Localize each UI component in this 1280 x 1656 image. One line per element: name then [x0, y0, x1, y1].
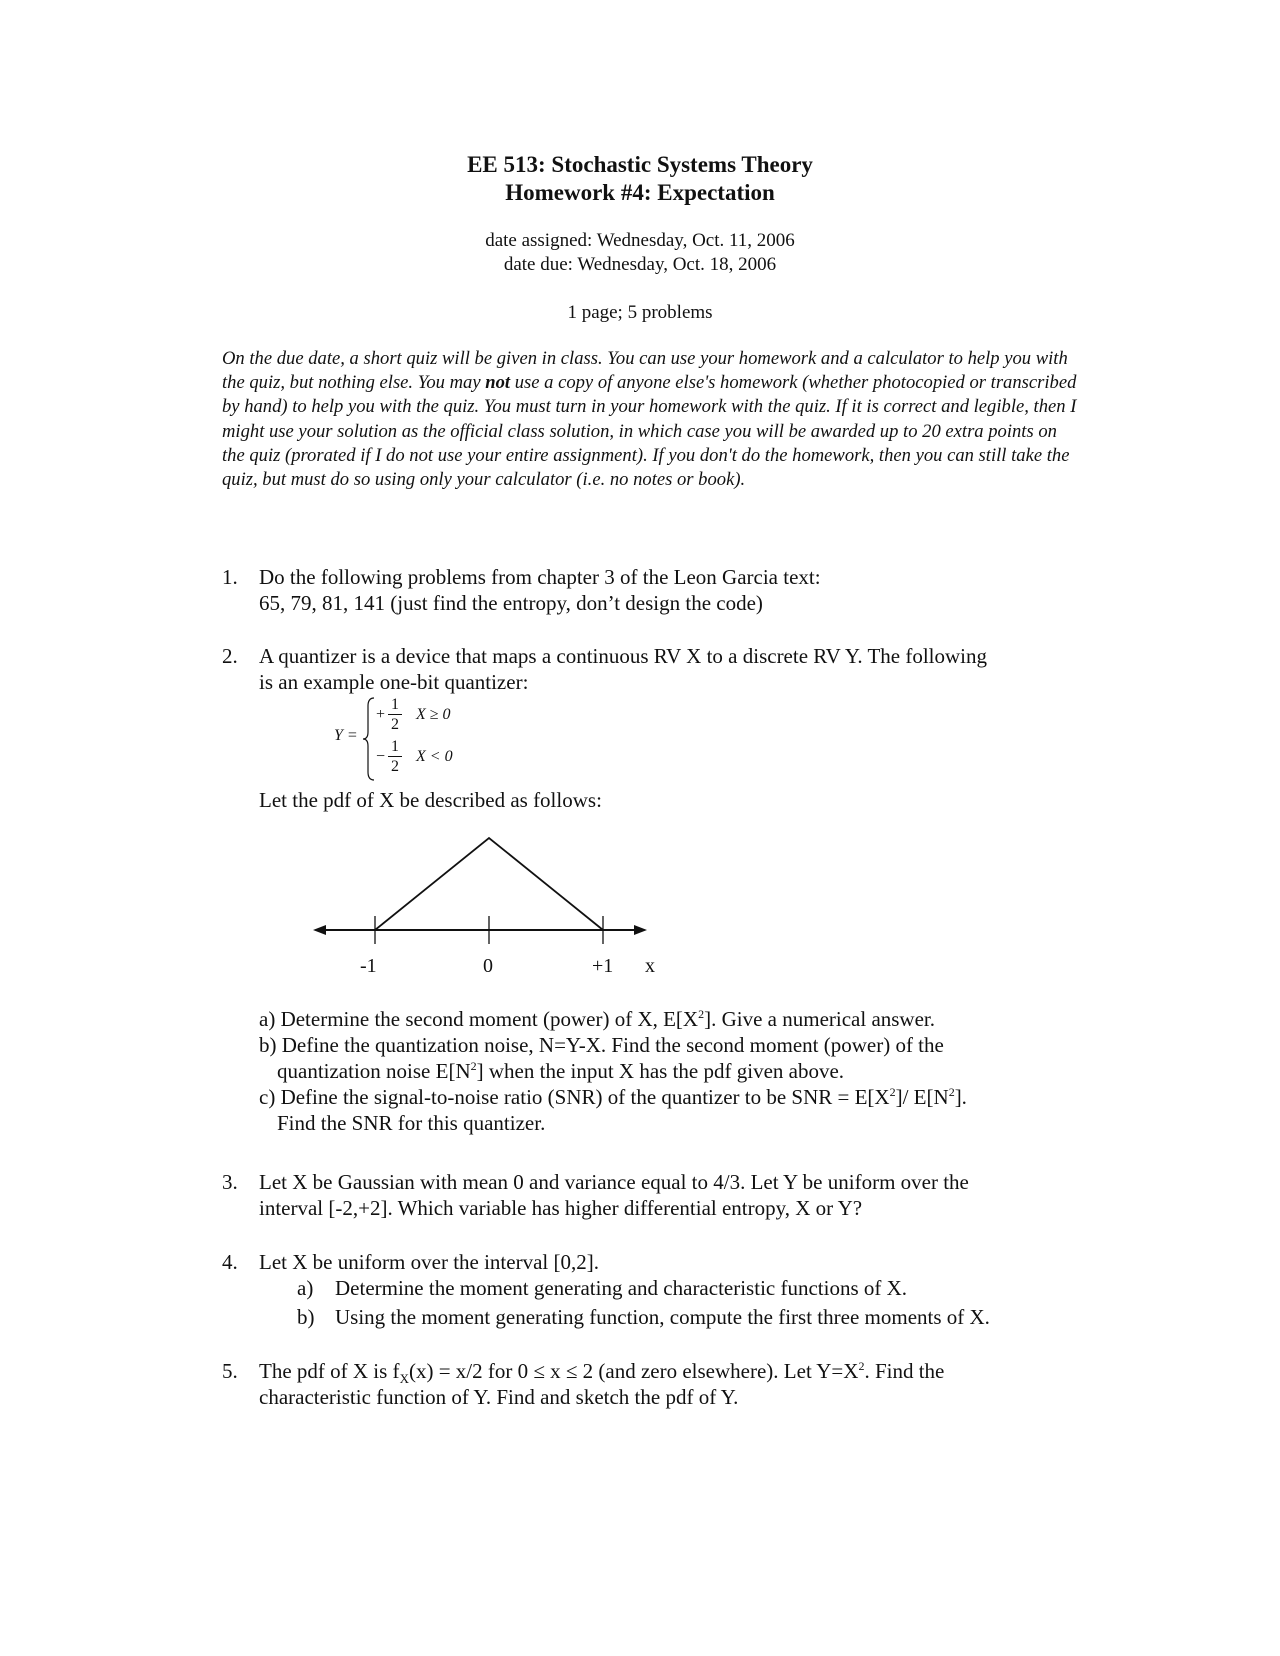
problem-2-number: 2.	[222, 644, 238, 668]
part-2a: a) Determine the second moment (power) of X, $E[X^2]$. Give a numerical answer.	[259, 1007, 936, 1031]
problem-1-line1: Do the following problems from chapter 3 of the Leon Garcia text:	[259, 565, 821, 589]
problem-5-number: 5.	[222, 1359, 238, 1383]
problem-2-line1: A quantizer is a device that maps a continuous RV X to a discrete RV Y. The following	[259, 644, 988, 668]
minus-sign: −	[376, 748, 386, 765]
intro-part2: use a copy of anyone else's homework (whether photocopied or transcribed by hand) to help you with the quiz. You must turn in your homework with the quiz. If it is correct and legible, then I might use your solution as the official class solution, in which case you will be awarded up to 20 extra points on the quiz (prorated if I do not use your entire assignment). If you don't do the homework, then you can still take the quiz, but must do so using only your calculator (i.e. no notes or book).	[222, 372, 1077, 491]
date-due: date due: Wednesday, Oct. 18, 2006	[503, 254, 777, 275]
part-4a-label: a)	[297, 1276, 314, 1300]
intro-paragraph	[222, 347, 1082, 492]
part-4b-text: Using the moment generating function, compute the first three moments of X.	[335, 1305, 990, 1329]
problem-1-number: 1.	[222, 565, 238, 589]
tick-label-zero: 0	[483, 955, 493, 977]
condition-negative: X < 0	[416, 748, 453, 765]
left-brace-icon	[362, 696, 376, 782]
tick-label-neg1: -1	[360, 955, 377, 977]
tick-label-pos1: +1	[592, 955, 614, 977]
intro-part1: On the due date, a short quiz will be given in class. You can use your homework and a calculator to help you with the quiz, but nothing else. You may	[222, 348, 1068, 394]
title-line1: EE 513: Stochastic Systems Theory	[467, 152, 813, 177]
problem-4-part-a	[0, 1274, 1280, 1303]
part-4b-label: b)	[297, 1305, 315, 1329]
pdf-intro: Let the pdf of X be described as follows:	[259, 788, 602, 812]
date-assigned: date assigned: Wednesday, Oct. 11, 2006	[485, 230, 795, 251]
part-4a-text: Determine the moment generating and characteristic functions of X.	[335, 1276, 908, 1300]
problem-3-number: 3.	[222, 1170, 238, 1194]
right-arrow-icon	[634, 925, 647, 935]
problem-3-text	[259, 1169, 1089, 1221]
part-2c-line1: c) Define the signal-to-noise ratio (SNR) of the quantizer to be SNR = $E[X^2]/$ $E[N^2]$.	[259, 1085, 967, 1109]
part-2b-line2: quantization noise $E[N^2]$ when the input X has the pdf given above.	[277, 1059, 845, 1083]
axis-label-x: x	[645, 955, 655, 977]
plus-sign: +	[376, 706, 386, 723]
problem-3-line2: interval [-2,+2]. Which variable has higher differential entropy, X or Y?	[259, 1196, 863, 1220]
problem-2-line2: is an example one-bit quantizer:	[259, 670, 529, 694]
problem-2-text	[259, 643, 1089, 695]
triangle-pdf-graph	[310, 830, 650, 950]
problem-4-line1: Let X be uniform over the interval [0,2].	[259, 1250, 599, 1274]
fraction-half-negative	[388, 738, 402, 775]
left-arrow-icon	[313, 925, 326, 935]
intro-emphasis: not	[485, 372, 511, 394]
problem-4-number: 4.	[222, 1250, 238, 1274]
problem-5-line2: characteristic function of Y. Find and sketch the pdf of Y.	[259, 1385, 739, 1409]
quantizer-equation	[332, 696, 492, 782]
title-line2: Homework #4: Expectation	[505, 180, 775, 205]
fraction-half-positive	[388, 696, 402, 733]
equation-lhs: Y =	[334, 727, 358, 744]
problem-1-text	[259, 564, 1089, 616]
fraction-denominator: 2	[391, 716, 399, 733]
fraction-denominator: 2	[391, 758, 399, 775]
part-2b-line1: b) Define the quantization noise, N=Y-X. Find the second moment (power) of the	[259, 1033, 944, 1057]
fraction-numerator: 1	[391, 696, 399, 713]
problem-5-text	[259, 1358, 1089, 1410]
problem-3-line1: Let X be Gaussian with mean 0 and variance equal to 4/3. Let Y be uniform over the	[259, 1170, 969, 1194]
problem-2-parts	[259, 1006, 1089, 1136]
condition-nonnegative: X ≥ 0	[416, 706, 451, 723]
problem-4-part-b	[0, 1303, 1280, 1332]
fraction-numerator: 1	[391, 738, 399, 755]
problem-1-line2: 65, 79, 81, 141 (just find the entropy, don’t design the code)	[259, 591, 763, 615]
page-count: 1 page; 5 problems	[567, 302, 713, 323]
part-2c-line2: Find the SNR for this quantizer.	[277, 1111, 546, 1135]
problem-5-line1: The pdf of X is $f_X(x) = x/2$ for 0 ≤ x ≤ 2 (and zero elsewhere). Let $Y=X^2$. Find the	[259, 1359, 945, 1387]
